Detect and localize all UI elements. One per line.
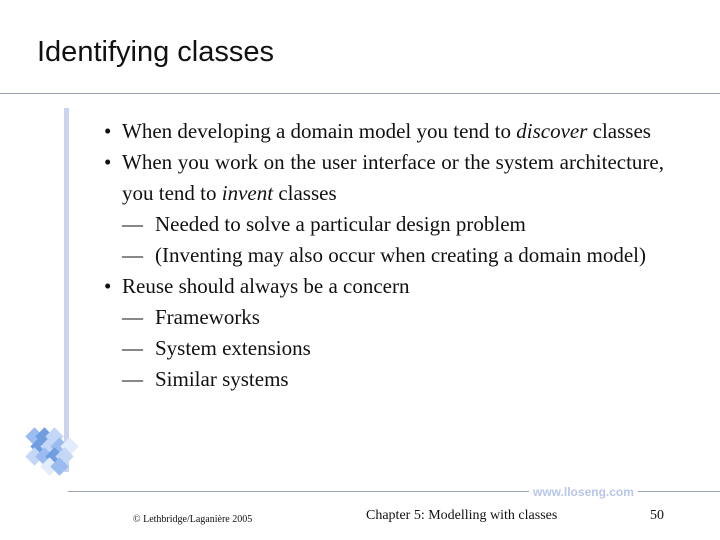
dash-marker: — bbox=[122, 243, 143, 267]
text-run: When you work on the user interface or the system architecture, you tend to bbox=[122, 150, 664, 205]
bullet-list bbox=[104, 116, 664, 395]
emphasis-text: invent bbox=[221, 181, 274, 205]
bullet-marker: • bbox=[104, 119, 112, 143]
bullet-text bbox=[122, 271, 664, 302]
bullet-text bbox=[122, 116, 664, 147]
text-run: Reuse should always be a concern bbox=[122, 274, 410, 298]
accent-bar bbox=[64, 108, 69, 472]
text-run: When developing a domain model you tend to bbox=[122, 119, 517, 143]
bullet-item bbox=[104, 271, 664, 302]
dash-marker: — bbox=[122, 305, 143, 329]
text-run: classes bbox=[587, 119, 651, 143]
footer-url: www.lloseng.com bbox=[529, 485, 638, 499]
page-number: 50 bbox=[650, 508, 664, 523]
sub-bullet-item bbox=[104, 364, 664, 395]
footer-chapter: Chapter 5: Modelling with classes bbox=[366, 508, 558, 523]
bullet-text bbox=[155, 333, 664, 364]
sub-bullet-item bbox=[104, 333, 664, 364]
text-run: Similar systems bbox=[155, 367, 289, 391]
slide-title: Identifying classes bbox=[37, 36, 274, 68]
dash-marker: — bbox=[122, 367, 143, 391]
text-run: Frameworks bbox=[155, 305, 260, 329]
bullet-text bbox=[155, 240, 664, 271]
title-divider bbox=[0, 93, 720, 94]
sub-bullet-item bbox=[104, 240, 664, 271]
text-run: (Inventing may also occur when creating a domain model) bbox=[155, 243, 646, 267]
dash-marker: — bbox=[122, 336, 143, 360]
bullet-text bbox=[155, 302, 664, 333]
text-run: Needed to solve a particular design problem bbox=[155, 212, 526, 236]
bullet-marker: • bbox=[104, 274, 112, 298]
text-run: System extensions bbox=[155, 336, 311, 360]
bullet-item bbox=[104, 147, 664, 209]
dash-marker: — bbox=[122, 212, 143, 236]
sub-bullet-item bbox=[104, 302, 664, 333]
bullet-marker: • bbox=[104, 150, 112, 174]
bullet-text bbox=[155, 209, 664, 240]
bullet-text bbox=[155, 364, 664, 395]
bullet-text bbox=[122, 147, 664, 209]
bullet-item bbox=[104, 116, 664, 147]
footer-copyright: © Lethbridge/Laganière 2005 bbox=[133, 514, 253, 525]
sub-bullet-item bbox=[104, 209, 664, 240]
emphasis-text: discover bbox=[516, 119, 588, 143]
text-run: classes bbox=[273, 181, 337, 205]
